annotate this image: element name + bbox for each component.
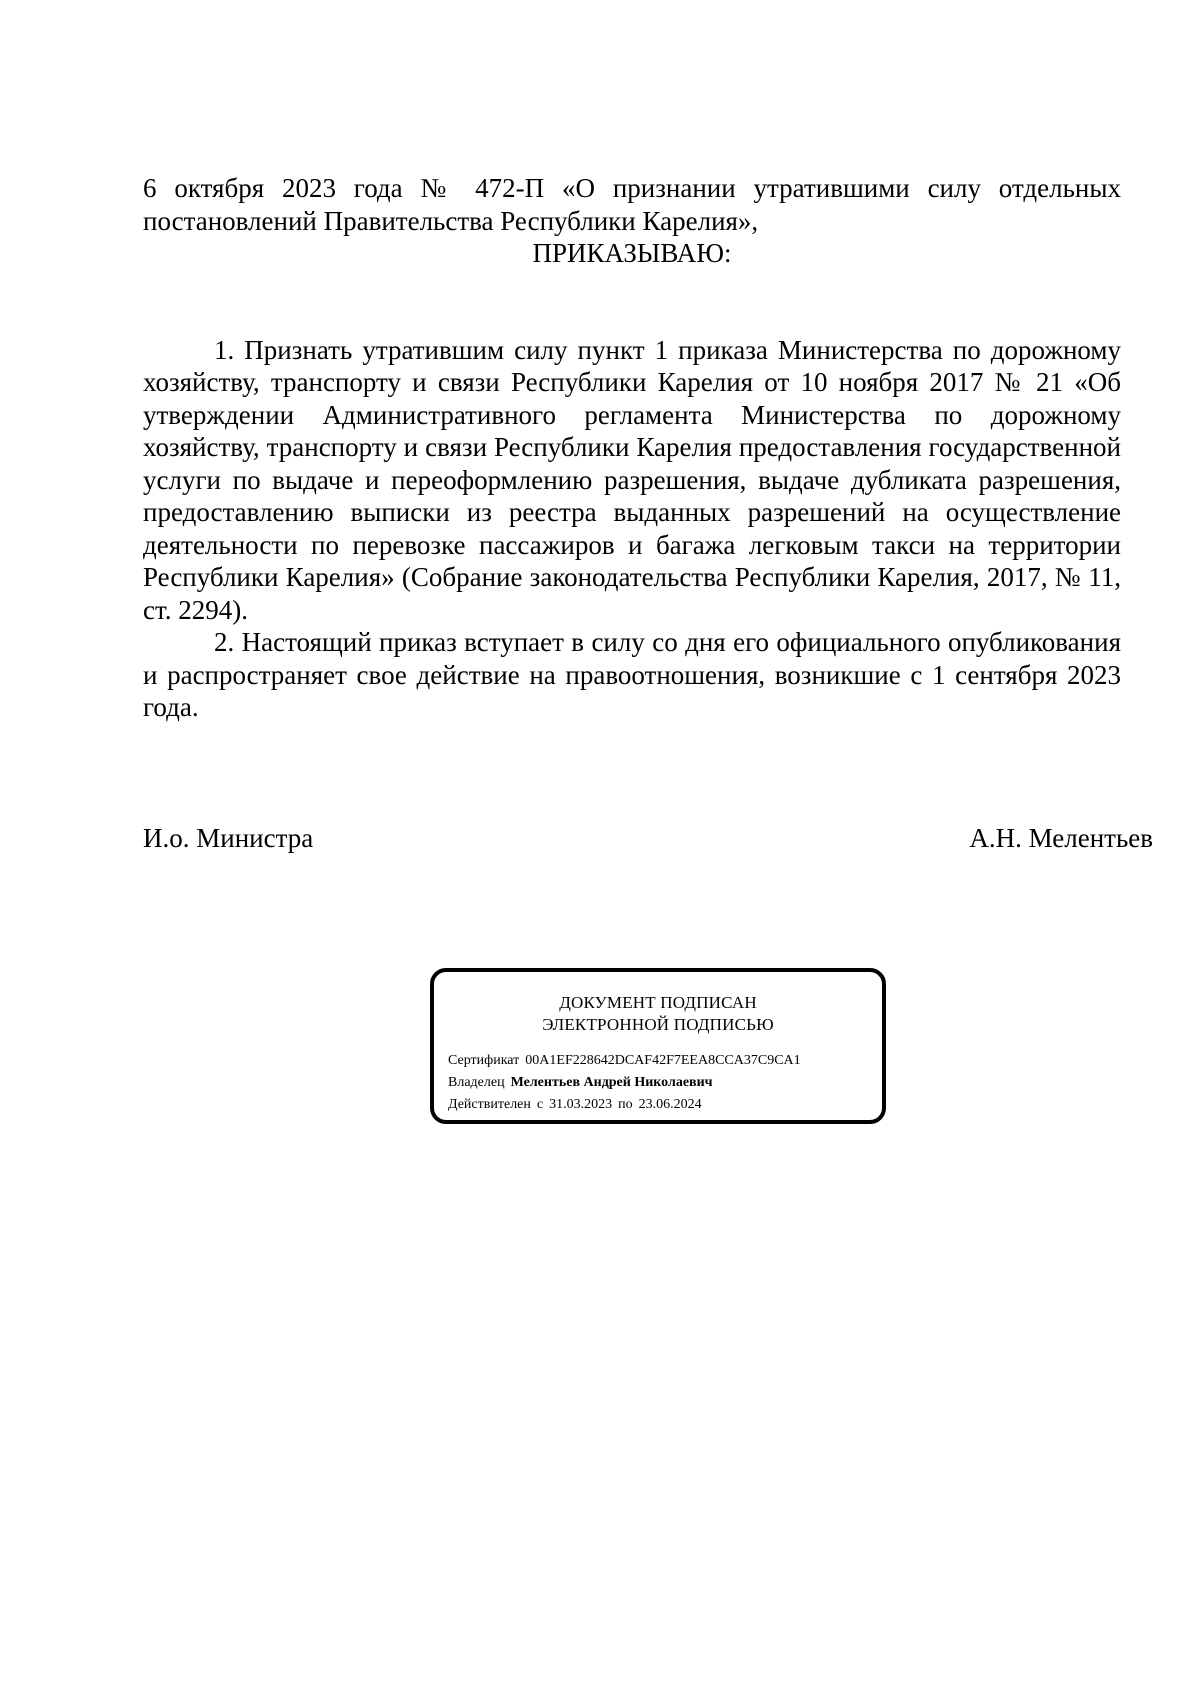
- valid-label: Действителен: [448, 1097, 531, 1112]
- stamp-title-line2: ЭЛЕКТРОННОЙ ПОДПИСЬЮ: [542, 1015, 774, 1034]
- stamp-certificate-line: [448, 1050, 882, 1072]
- signature-row: [143, 822, 1153, 854]
- stamp-title: [434, 992, 882, 1036]
- owner-value: Мелентьев Андрей Николаевич: [510, 1075, 713, 1090]
- intro-paragraph: 6 октября 2023 года № 472-П «О признании утратившими силу отдельных постановлений Правительства Республики Карелия»,: [143, 173, 1121, 236]
- stamp-owner-line: [448, 1072, 882, 1094]
- stamp-validity-line: [448, 1094, 882, 1116]
- valid-to-date: 23.06.2024: [638, 1097, 702, 1112]
- spacer: [143, 270, 1121, 334]
- certificate-value: 00A1EF228642DCAF42F7EEA8CCA37C9CA1: [525, 1053, 801, 1068]
- stamp-title-line1: ДОКУМЕНТ ПОДПИСАН: [559, 993, 757, 1012]
- order-item-1: 1. Признать утратившим силу пункт 1 приказа Министерства по дорожному хозяйству, транспорту и связи Республики Карелия от 10 ноября 2017 № 21 «Об утверждении Административного регламента Министерства по дорожному хозяйству, транспорту и связи Республики Карелия предоставления государственной услуги по выдаче и переоформлению разрешения, выдаче дубликата разрешения, предоставлению выписки из реестра выданных разрешений на осуществление деятельности по перевозке пассажиров и багажа легковым такси на территории Республики Карелия» (Собрание законодательства Республики Карелия, 2017, № 11, ст. 2294).: [143, 334, 1121, 625]
- owner-label: Владелец: [448, 1075, 505, 1090]
- document-body: [143, 172, 1121, 724]
- order-item-2: 2. Настоящий приказ вступает в силу со дня его официального опубликования и распространяет свое действие на правоотношения, возникшие с 1 сентября 2023 года.: [143, 627, 1121, 722]
- valid-from-date: 31.03.2023: [549, 1097, 613, 1112]
- order-heading: ПРИКАЗЫВАЮ:: [532, 238, 732, 268]
- valid-to-prefix: по: [618, 1097, 633, 1112]
- stamp-details: [434, 1050, 882, 1116]
- signatory-name: А.Н. Мелентьев: [969, 823, 1153, 853]
- valid-from-prefix: с: [536, 1097, 544, 1112]
- certificate-label: Сертификат: [448, 1053, 520, 1068]
- electronic-signature-stamp: [430, 968, 886, 1124]
- signatory-position: И.о. Министра: [143, 823, 314, 853]
